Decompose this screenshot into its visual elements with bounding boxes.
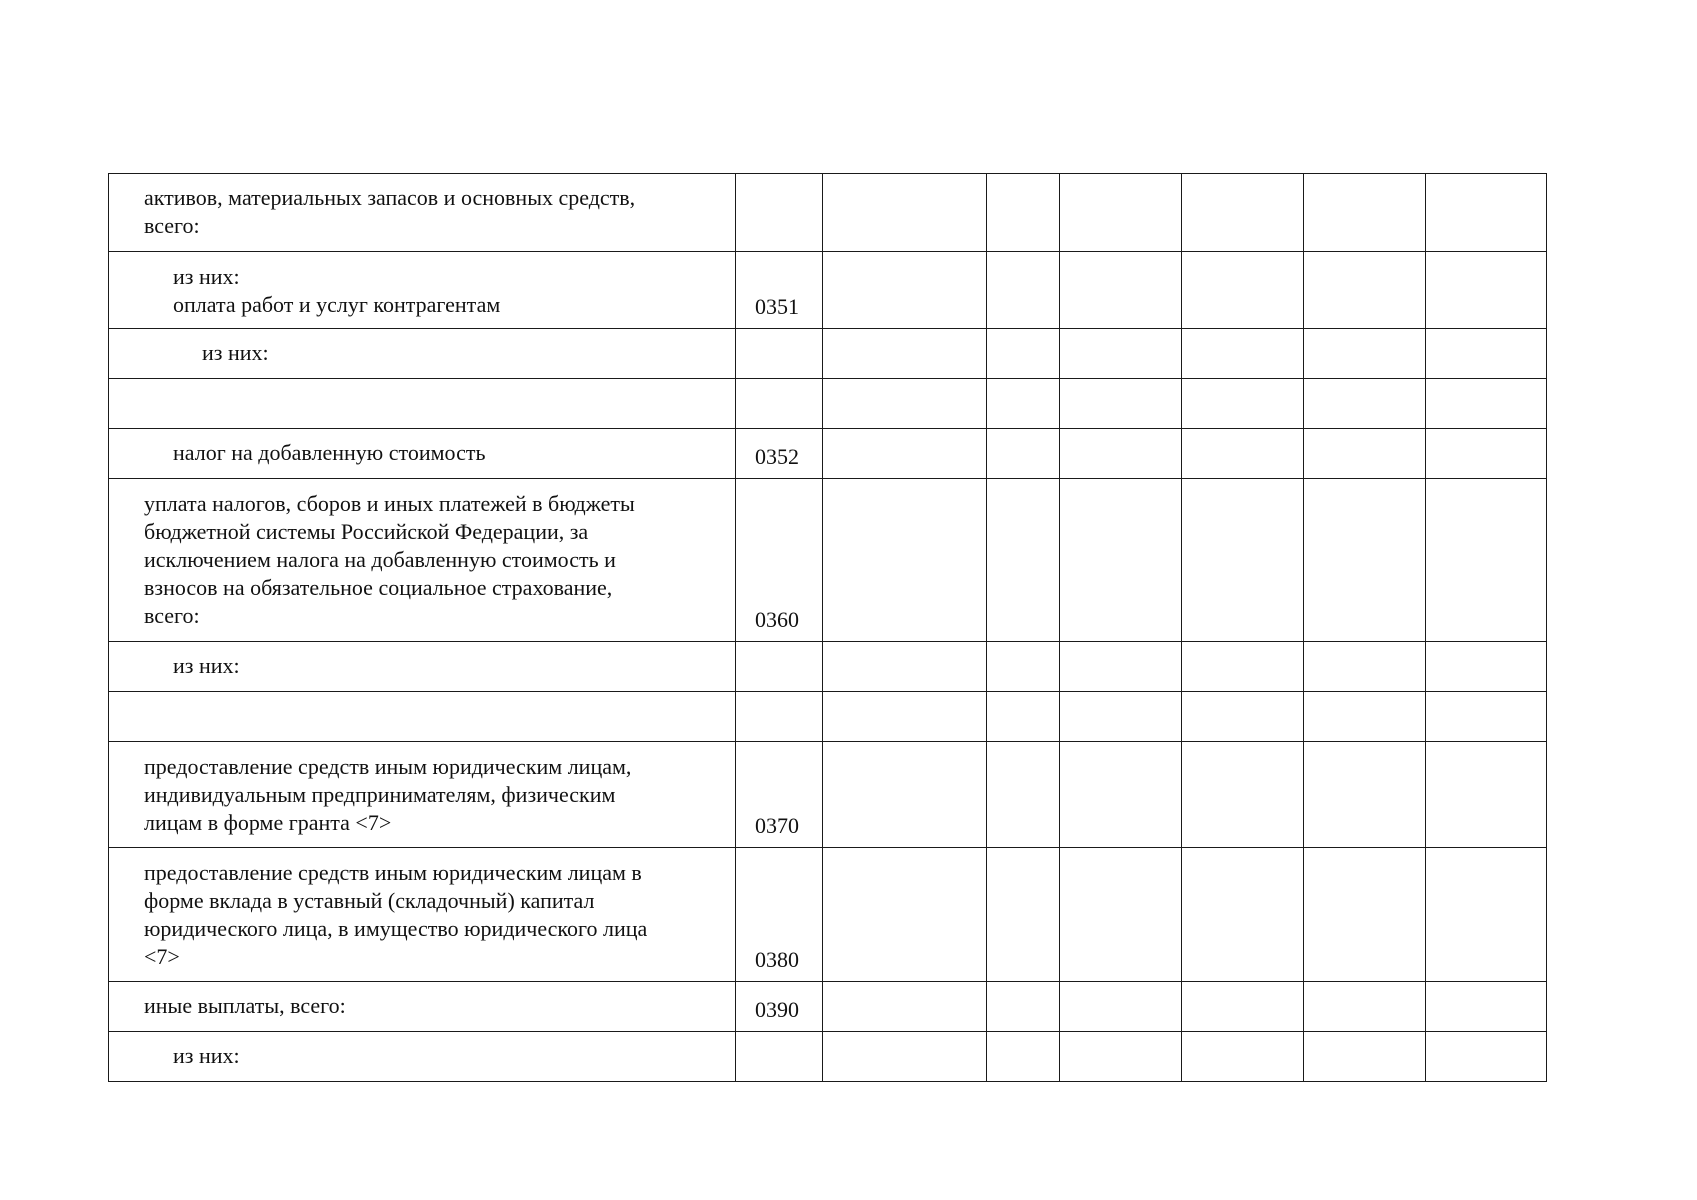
value-cell [1182,848,1304,982]
value-cell [823,429,987,479]
value-cell [1304,252,1426,329]
row-code [736,1032,823,1082]
table-row [109,429,1547,479]
value-cell [823,982,987,1032]
value-cell [1182,252,1304,329]
table-row [109,252,1547,329]
row-description: активов, материальных запасов и основных средств, всего: [109,174,736,252]
table-row [109,1032,1547,1082]
row-description: предоставление средств иным юридическим лицам в форме вклада в уставный (складочный) капитал юридического лица, в имущество юридического лица <7> [109,848,736,982]
row-description: из них: оплата работ и услуг контрагентам [109,252,736,329]
value-cell [1182,982,1304,1032]
row-description: из них: [109,1032,736,1082]
value-cell [987,479,1060,642]
value-cell [987,1032,1060,1082]
row-code: 0390 [736,982,823,1032]
value-cell [1426,848,1547,982]
row-description [109,692,736,742]
value-cell [823,329,987,379]
table-row [109,742,1547,848]
table-row [109,982,1547,1032]
value-cell [1182,642,1304,692]
row-code: 0370 [736,742,823,848]
table-row [109,848,1547,982]
value-cell [1426,252,1547,329]
value-cell [1060,742,1182,848]
value-cell [987,379,1060,429]
value-cell [987,252,1060,329]
value-cell [1060,692,1182,742]
value-cell [987,692,1060,742]
row-description: из них: [109,642,736,692]
value-cell [1426,429,1547,479]
value-cell [987,642,1060,692]
value-cell [1182,174,1304,252]
value-cell [1426,642,1547,692]
value-cell [823,642,987,692]
table-row [109,479,1547,642]
row-code: 0351 [736,252,823,329]
value-cell [1060,848,1182,982]
value-cell [1304,742,1426,848]
value-cell [1182,379,1304,429]
value-cell [823,379,987,429]
value-cell [987,848,1060,982]
value-cell [987,742,1060,848]
value-cell [1304,329,1426,379]
row-code: 0352 [736,429,823,479]
value-cell [1426,174,1547,252]
value-cell [1426,742,1547,848]
value-cell [1304,174,1426,252]
value-cell [823,1032,987,1082]
value-cell [1060,479,1182,642]
row-description: налог на добавленную стоимость [109,429,736,479]
value-cell [1060,379,1182,429]
value-cell [823,252,987,329]
row-description: из них: [109,329,736,379]
value-cell [1426,1032,1547,1082]
value-cell [1060,429,1182,479]
value-cell [1060,174,1182,252]
table-row [109,174,1547,252]
row-description: уплата налогов, сборов и иных платежей в бюджеты бюджетной системы Российской Федерации, за исключением налога на добавленную стоимость и взносов на обязательное социальное страхование, всего: [109,479,736,642]
row-code [736,379,823,429]
value-cell [1182,479,1304,642]
table-row [109,642,1547,692]
value-cell [1304,379,1426,429]
table-row [109,379,1547,429]
row-code [736,642,823,692]
form-table [108,173,1547,1082]
value-cell [823,848,987,982]
value-cell [823,479,987,642]
value-cell [1426,982,1547,1032]
value-cell [1060,642,1182,692]
value-cell [1426,329,1547,379]
table-row [109,692,1547,742]
value-cell [987,174,1060,252]
row-code [736,329,823,379]
value-cell [1304,1032,1426,1082]
row-code [736,174,823,252]
row-code [736,692,823,742]
value-cell [1182,692,1304,742]
value-cell [1060,329,1182,379]
row-description: предоставление средств иным юридическим лицам, индивидуальным предпринимателям, физическим лицам в форме гранта <7> [109,742,736,848]
value-cell [987,982,1060,1032]
table-row [109,329,1547,379]
row-code: 0360 [736,479,823,642]
value-cell [1304,692,1426,742]
value-cell [1426,479,1547,642]
value-cell [1304,429,1426,479]
value-cell [987,329,1060,379]
value-cell [1060,1032,1182,1082]
row-code: 0380 [736,848,823,982]
value-cell [987,429,1060,479]
value-cell [823,174,987,252]
value-cell [1182,742,1304,848]
row-description [109,379,736,429]
value-cell [1304,642,1426,692]
value-cell [823,692,987,742]
value-cell [1182,1032,1304,1082]
value-cell [1426,379,1547,429]
value-cell [1182,329,1304,379]
value-cell [1060,252,1182,329]
value-cell [1304,479,1426,642]
value-cell [1426,692,1547,742]
row-description: иные выплаты, всего: [109,982,736,1032]
value-cell [1182,429,1304,479]
value-cell [823,742,987,848]
value-cell [1304,848,1426,982]
value-cell [1304,982,1426,1032]
value-cell [1060,982,1182,1032]
